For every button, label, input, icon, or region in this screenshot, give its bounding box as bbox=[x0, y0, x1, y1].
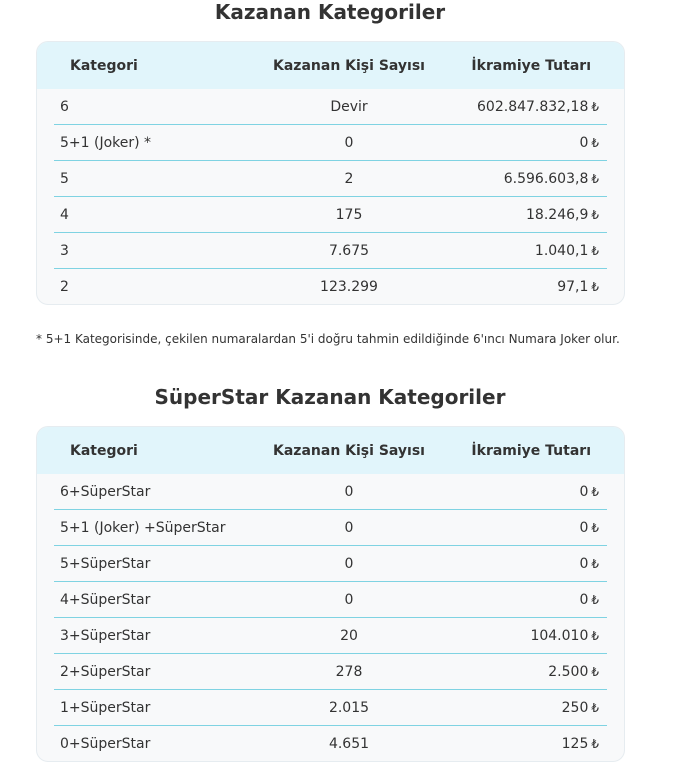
winners-cell: 175 bbox=[335, 206, 363, 223]
lira-icon: ₺ bbox=[591, 520, 599, 535]
table-header bbox=[37, 42, 624, 89]
category-cell: 6 bbox=[60, 98, 69, 115]
table-body bbox=[37, 474, 624, 761]
winners-cell: 0 bbox=[344, 591, 354, 608]
prize-value: 2.500 bbox=[548, 663, 589, 680]
table-header bbox=[37, 427, 624, 474]
table-row bbox=[54, 618, 607, 654]
winners-cell: 2.015 bbox=[328, 699, 370, 716]
category-cell: 1+SüperStar bbox=[60, 699, 151, 716]
prize-cell bbox=[464, 135, 607, 151]
prize-value: 6.596.603,8 bbox=[503, 170, 589, 187]
winners-cell: 4.651 bbox=[328, 735, 370, 752]
prize-cell bbox=[464, 484, 607, 500]
winners-cell: 0 bbox=[344, 519, 354, 536]
lira-icon: ₺ bbox=[591, 592, 599, 607]
lira-icon: ₺ bbox=[591, 736, 599, 751]
lira-icon: ₺ bbox=[591, 243, 599, 258]
lira-icon: ₺ bbox=[591, 135, 599, 150]
lira-icon: ₺ bbox=[591, 171, 599, 186]
table-row bbox=[54, 474, 607, 510]
winners-cell: 0 bbox=[344, 483, 354, 500]
lira-icon: ₺ bbox=[591, 664, 599, 679]
prize-cell bbox=[464, 171, 607, 187]
prize-cell bbox=[464, 556, 607, 572]
prize-cell bbox=[464, 207, 607, 223]
prize-value: 0 bbox=[579, 555, 589, 572]
category-cell: 3 bbox=[60, 242, 69, 259]
table-body bbox=[37, 89, 624, 304]
table-row bbox=[54, 582, 607, 618]
lira-icon: ₺ bbox=[591, 700, 599, 715]
prize-value: 0 bbox=[579, 591, 589, 608]
prize-value: 602.847.832,18 bbox=[477, 98, 589, 115]
winners-cell: 123.299 bbox=[320, 278, 378, 295]
category-cell: 5 bbox=[60, 170, 69, 187]
table-row bbox=[54, 510, 607, 546]
winners-cell: 20 bbox=[340, 627, 358, 644]
table-row bbox=[54, 546, 607, 582]
header-category: Kategori bbox=[70, 57, 138, 74]
table-row bbox=[54, 233, 607, 269]
category-cell: 3+SüperStar bbox=[60, 627, 151, 644]
prize-cell bbox=[464, 520, 607, 536]
prize-cell bbox=[464, 279, 607, 295]
prize-cell bbox=[464, 628, 607, 644]
prize-value: 0 bbox=[579, 519, 589, 536]
winners-cell: 0 bbox=[344, 134, 354, 151]
winners-table bbox=[36, 41, 625, 305]
category-cell: 4+SüperStar bbox=[60, 591, 151, 608]
winners-cell: 2 bbox=[344, 170, 354, 187]
category-cell: 5+1 (Joker) * bbox=[60, 134, 152, 151]
lira-icon: ₺ bbox=[591, 556, 599, 571]
category-cell: 5+SüperStar bbox=[60, 555, 151, 572]
winners-cell: 0 bbox=[344, 555, 354, 572]
category-cell: 5+1 (Joker) +SüperStar bbox=[60, 519, 226, 536]
lira-icon: ₺ bbox=[591, 484, 599, 499]
category-cell: 0+SüperStar bbox=[60, 735, 151, 752]
table-row bbox=[54, 125, 607, 161]
category-cell: 2+SüperStar bbox=[60, 663, 151, 680]
footnote: * 5+1 Kategorisinde, çekilen numaralardan 5'i doğru tahmin edildiğinde 6'ıncı Numara Joker olur. bbox=[36, 332, 620, 346]
header-winners: Kazanan Kişi Sayısı bbox=[273, 57, 425, 74]
prize-value: 104.010 bbox=[530, 627, 589, 644]
prize-cell bbox=[464, 243, 607, 259]
winners-cell: 7.675 bbox=[328, 242, 370, 259]
winners-cell: Devir bbox=[330, 98, 368, 115]
table-row bbox=[54, 197, 607, 233]
header-category: Kategori bbox=[70, 442, 138, 459]
table-row bbox=[54, 89, 607, 125]
table-row bbox=[54, 269, 607, 304]
table-row bbox=[54, 654, 607, 690]
prize-value: 0 bbox=[579, 134, 589, 151]
lira-icon: ₺ bbox=[591, 99, 599, 114]
lira-icon: ₺ bbox=[591, 207, 599, 222]
category-cell: 4 bbox=[60, 206, 69, 223]
header-prize: İkramiye Tutarı bbox=[471, 57, 591, 74]
prize-value: 250 bbox=[561, 699, 589, 716]
section-title-superstar: SüperStar Kazanan Kategoriler bbox=[154, 385, 506, 409]
section-title-winners: Kazanan Kategoriler bbox=[214, 0, 446, 24]
header-winners: Kazanan Kişi Sayısı bbox=[273, 442, 425, 459]
table-row bbox=[54, 161, 607, 197]
table-row bbox=[54, 726, 607, 761]
prize-cell bbox=[464, 700, 607, 716]
prize-cell bbox=[464, 736, 607, 752]
prize-cell bbox=[464, 592, 607, 608]
header-prize: İkramiye Tutarı bbox=[471, 442, 591, 459]
lira-icon: ₺ bbox=[591, 279, 599, 294]
winners-cell: 278 bbox=[335, 663, 363, 680]
prize-value: 97,1 bbox=[557, 278, 589, 295]
prize-value: 0 bbox=[579, 483, 589, 500]
table-row bbox=[54, 690, 607, 726]
superstar-table bbox=[36, 426, 625, 762]
lira-icon: ₺ bbox=[591, 628, 599, 643]
prize-value: 1.040,1 bbox=[534, 242, 589, 259]
prize-value: 125 bbox=[561, 735, 589, 752]
category-cell: 2 bbox=[60, 278, 69, 295]
prize-cell bbox=[464, 99, 607, 115]
prize-value: 18.246,9 bbox=[526, 206, 589, 223]
category-cell: 6+SüperStar bbox=[60, 483, 151, 500]
prize-cell bbox=[464, 664, 607, 680]
